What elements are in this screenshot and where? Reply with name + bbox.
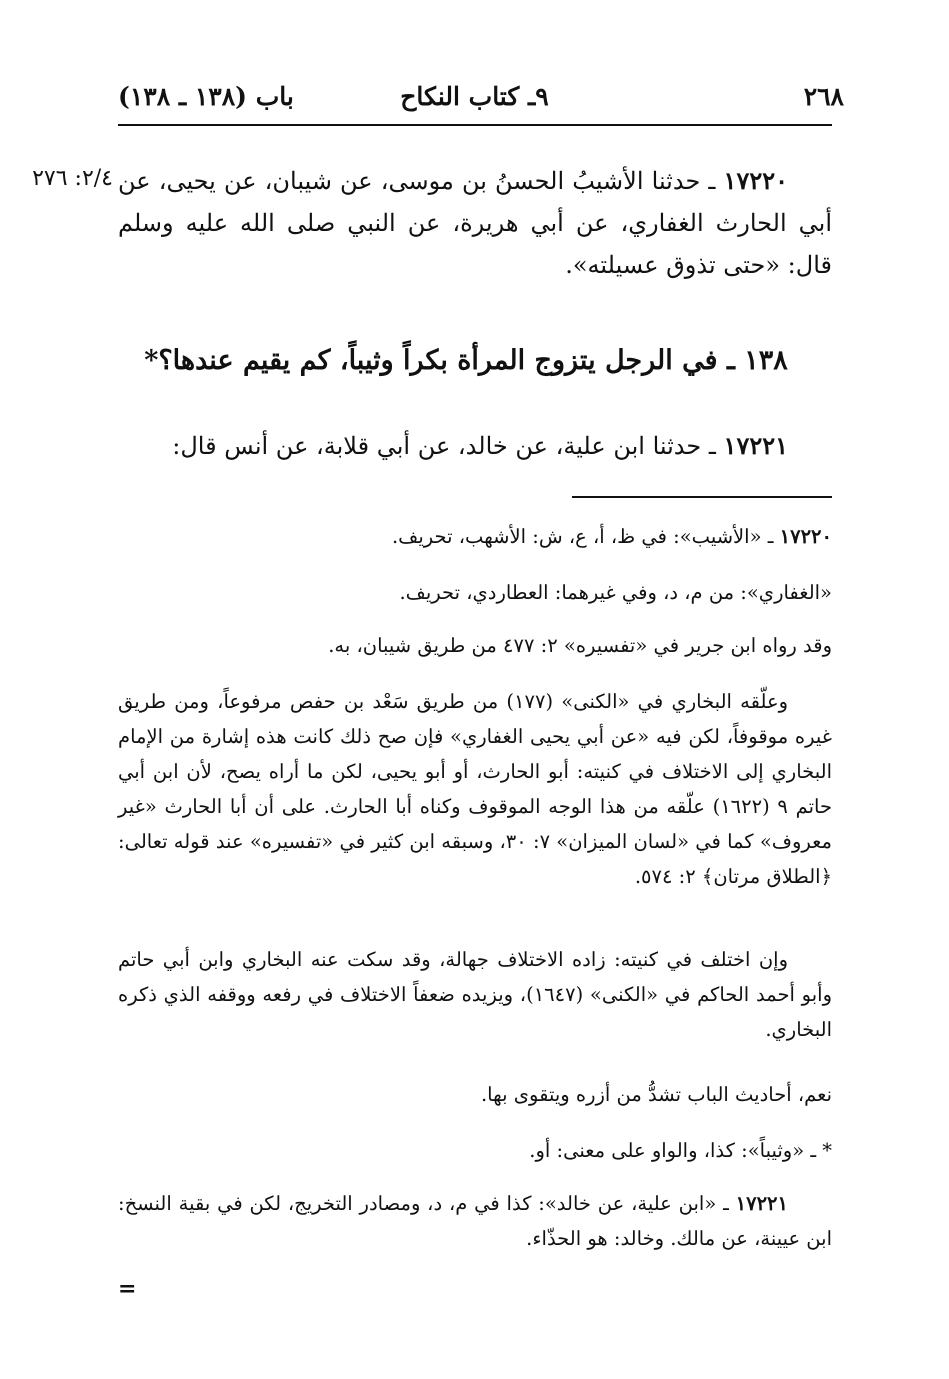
hadith-number: ١٧٢٢٠ — [723, 166, 788, 195]
footnote-text: وعلّقه البخاري في «الكنى» (١٧٧) من طريق سَعْد بن حفص مرفوعاً، ومن طريق غيره موقوفاً، لكن فيه «عن أبي يحيى الغفاري» فإن صح ذلك كانت هذه إشارة من الإمام البخاري إلى الاختلاف في كنيته: أبو الحارث، أو أبو يحيى، لكن ما أراه يصح، لأن ابن أبي حاتم ٩ (١٦٢٢) علّقه من هذا الوجه الموقوف وكناه أبا الحارث. على أن أبا الحارث «غير معروف» كما في «لسان الميزان» ٧: ٣٠، وسبقه ابن كثير في «تفسيره» عند قوله تعالى: ﴿الطلاق مرتان﴾ ٢: ٥٧٤. — [118, 690, 832, 888]
footnote-5 — [118, 942, 832, 1047]
hadith-17221 — [118, 425, 832, 467]
footnote-2 — [118, 575, 876, 610]
chapter-heading: ١٣٨ ـ في الرجل يتزوج المرأة بكراً وثيباً، كم يقيم عندها؟* — [144, 345, 788, 376]
footnote-text: * ـ «وثيباً»: كذا، والواو على معنى: أو. — [529, 1139, 832, 1162]
hadith-text: ـ حدثنا ابن علية، عن خالد، عن أبي قلابة، عن أنس قال: — [172, 432, 716, 460]
footnote-1 — [118, 519, 876, 554]
header-rule — [118, 124, 832, 126]
hadith-17220 — [118, 160, 832, 286]
margin-reference: ٢/٤: ٢٧٦ — [32, 166, 113, 191]
footnote-text: وإن اختلف في كنيته: زاده الاختلاف جهالة، وقد سكت عنه البخاري وابن أبي حاتم وأبو أحمد الحاكم في «الكنى» (١٦٤٧)، ويزيده ضعفاً الاختلاف في رفعه ووقفه الذي ذكره البخاري. — [118, 948, 832, 1041]
footnote-4 — [118, 684, 832, 894]
continuation-mark: = — [118, 1276, 137, 1302]
footnote-text: وقد رواه ابن جرير في «تفسيره» ٢: ٤٧٧ من طريق شيبان، به. — [328, 634, 832, 657]
page-number: ٢٦٨ — [803, 82, 844, 111]
footnote-3 — [118, 628, 876, 663]
section-range: باب (١٣٨ ـ ١٣٨) — [118, 82, 294, 111]
footnote-8 — [118, 1186, 832, 1256]
footnote-text: ـ «الأشيب»: في ظ، أ، ع، ش: الأشهب، تحريف. — [391, 525, 774, 548]
footnote-text: نعم، أحاديث الباب تشدُّ من أزره ويتقوى بها. — [480, 1083, 832, 1106]
footnote-text: «الغفاري»: من م، د، وفي غيرهما: العطاردي، تحريف. — [399, 581, 832, 604]
hadith-number: ١٧٢٢١ — [723, 431, 788, 460]
footnote-rule — [572, 496, 832, 498]
footnote-7 — [118, 1133, 876, 1168]
footnote-number: ١٧٢٢٠ — [779, 525, 832, 548]
chapter-title: ٩ـ كتاب النكاح — [400, 82, 549, 111]
footnote-number: ١٧٢٢١ — [735, 1192, 788, 1215]
footnote-text: ـ «ابن علية، عن خالد»: كذا في م، د، ومصادر التخريج، لكن في بقية النسخ: ابن عيينة، عن مالك. وخالد: هو الحذّاء. — [118, 1192, 832, 1250]
hadith-text: ـ حدثنا الأشيبُ الحسنُ بن موسى، عن شيبان، عن يحيى، عن أبي الحارث الغفاري، عن أبي هريرة، عن النبي صلى الله عليه وسلم قال: «حتى تذوق عسيلته». — [118, 167, 832, 279]
footnote-6 — [118, 1077, 876, 1112]
